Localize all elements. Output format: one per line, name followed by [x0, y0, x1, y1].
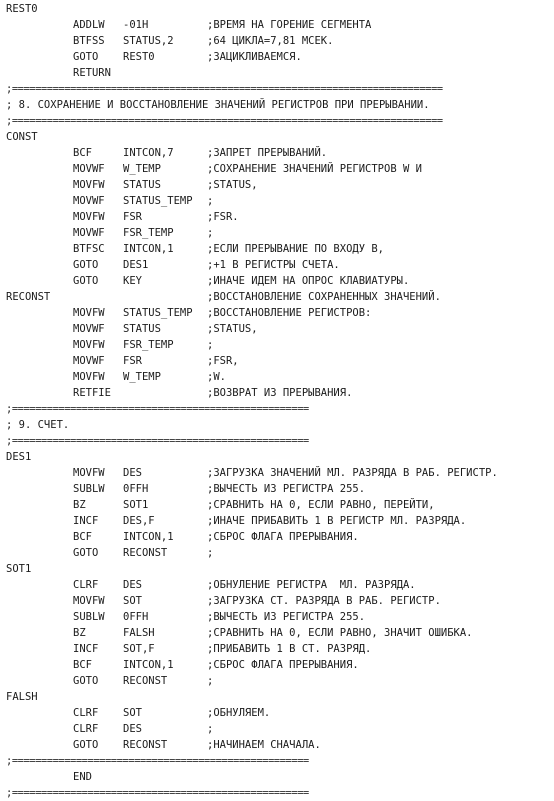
code-line	[0, 593, 554, 609]
code-comment: ;СОХРАНЕНИЕ ЗНАЧЕНИЙ РЕГИСТРОВ W И	[207, 163, 422, 175]
code-label: DES1	[6, 451, 32, 463]
code-opcode: MOVFW	[73, 595, 105, 607]
code-line	[0, 33, 554, 49]
code-comment: ;ЗАЦИКЛИВАЕМСЯ.	[207, 51, 302, 63]
code-comment: ;	[207, 547, 214, 559]
code-line	[0, 209, 554, 225]
code-comment: ;СБРОС ФЛАГА ПРЕРЫВАНИЯ.	[207, 531, 359, 543]
separator-text: ;==========================================================================	[6, 83, 443, 95]
code-operand: REST0	[123, 51, 155, 63]
code-operand: W_TEMP	[123, 371, 161, 383]
code-operand: STATUS	[123, 179, 161, 191]
code-label: REST0	[6, 3, 38, 15]
code-opcode: MOVWF	[73, 323, 105, 335]
code-operand: FSR_TEMP	[123, 227, 174, 239]
code-line	[0, 145, 554, 161]
code-line	[0, 641, 554, 657]
code-operand: 0FFH	[123, 483, 149, 495]
code-operand: KEY	[123, 275, 142, 287]
code-operand: 0FFH	[123, 611, 149, 623]
code-opcode: RETFIE	[73, 387, 111, 399]
section-header	[0, 417, 554, 433]
code-opcode: GOTO	[73, 739, 99, 751]
separator-line	[0, 433, 554, 449]
code-opcode: BCF	[73, 659, 92, 671]
code-line	[0, 305, 554, 321]
code-operand: DES,F	[123, 515, 155, 527]
code-opcode: END	[73, 771, 92, 783]
code-operand: INTCON,1	[123, 531, 174, 543]
code-operand: SOT	[123, 595, 142, 607]
code-operand: RECONST	[123, 675, 168, 687]
code-comment: ;	[207, 195, 214, 207]
code-operand: SOT1	[123, 499, 149, 511]
code-comment: ;ВЫЧЕСТЬ ИЗ РЕГИСТРА 255.	[207, 611, 366, 623]
code-opcode: BTFSS	[73, 35, 105, 47]
code-line	[0, 609, 554, 625]
separator-line	[0, 753, 554, 769]
code-opcode: BCF	[73, 531, 92, 543]
code-opcode: BZ	[73, 627, 86, 639]
code-line	[0, 705, 554, 721]
code-opcode: INCF	[73, 643, 99, 655]
code-line	[0, 241, 554, 257]
code-operand: DES	[123, 723, 142, 735]
code-operand: DES	[123, 579, 142, 591]
code-line	[0, 465, 554, 481]
code-line	[0, 657, 554, 673]
code-operand: FSR	[123, 355, 142, 367]
code-line	[0, 513, 554, 529]
section-header	[0, 97, 554, 113]
code-line	[0, 321, 554, 337]
code-comment: ;STATUS,	[207, 179, 258, 191]
code-comment: ;ЗАПРЕТ ПРЕРЫВАНИЙ.	[207, 147, 328, 159]
code-comment: ;	[207, 723, 214, 735]
code-operand: STATUS_TEMP	[123, 195, 193, 207]
code-operand: INTCON,7	[123, 147, 174, 159]
code-comment: ;ВОССТАНОВЛЕНИЕ СОХРАНЕННЫХ ЗНАЧЕНИЙ.	[207, 291, 441, 303]
code-operand: FALSH	[123, 627, 155, 639]
code-operand: STATUS	[123, 323, 161, 335]
code-line	[0, 273, 554, 289]
code-comment: ;ЗАГРУЗКА ЗНАЧЕНИЙ МЛ. РАЗРЯДА В РАБ. РЕГИСТР.	[207, 467, 498, 479]
code-line	[0, 369, 554, 385]
separator-text: ;==========================================================================	[6, 115, 443, 127]
code-line	[0, 337, 554, 353]
code-line	[0, 161, 554, 177]
code-operand: SOT	[123, 707, 142, 719]
code-comment: ;ВРЕМЯ НА ГОРЕНИЕ СЕГМЕНТА	[207, 19, 372, 31]
code-comment: ;FSR.	[207, 211, 239, 223]
code-opcode: CLRF	[73, 707, 99, 719]
code-comment: ;	[207, 339, 214, 351]
code-opcode: MOVFW	[73, 339, 105, 351]
code-comment: ;STATUS,	[207, 323, 258, 335]
code-comment: ;FSR,	[207, 355, 239, 367]
code-line	[0, 545, 554, 561]
code-opcode: CLRF	[73, 579, 99, 591]
code-line	[0, 577, 554, 593]
code-line	[0, 689, 554, 705]
code-opcode: MOVFW	[73, 467, 105, 479]
code-opcode: GOTO	[73, 259, 99, 271]
code-comment: ;СРАВНИТЬ НА 0, ЕСЛИ РАВНО, ПЕРЕЙТИ,	[207, 499, 435, 511]
code-operand: INTCON,1	[123, 659, 174, 671]
code-line	[0, 1, 554, 17]
code-opcode: GOTO	[73, 547, 99, 559]
code-opcode: MOVWF	[73, 227, 105, 239]
code-operand: DES	[123, 467, 142, 479]
separator-text: ;===================================================	[6, 403, 309, 415]
code-comment: ;64 ЦИКЛА=7,81 МСЕК.	[207, 35, 334, 47]
code-operand: FSR_TEMP	[123, 339, 174, 351]
code-opcode: MOVFW	[73, 307, 105, 319]
code-comment: ;W.	[207, 371, 226, 383]
code-line	[0, 529, 554, 545]
code-opcode: MOVWF	[73, 355, 105, 367]
code-operand: INTCON,1	[123, 243, 174, 255]
code-opcode: MOVWF	[73, 163, 105, 175]
code-opcode: MOVFW	[73, 179, 105, 191]
separator-text: ;===================================================	[6, 435, 309, 447]
code-line	[0, 481, 554, 497]
code-line	[0, 225, 554, 241]
code-opcode: GOTO	[73, 51, 99, 63]
code-label: CONST	[6, 131, 38, 143]
code-operand: SOT,F	[123, 643, 155, 655]
code-line	[0, 177, 554, 193]
code-line	[0, 353, 554, 369]
code-opcode: GOTO	[73, 275, 99, 287]
code-opcode: ADDLW	[73, 19, 105, 31]
code-line	[0, 561, 554, 577]
code-comment: ;	[207, 675, 214, 687]
code-comment: ;ВЫЧЕСТЬ ИЗ РЕГИСТРА 255.	[207, 483, 366, 495]
code-operand: FSR	[123, 211, 142, 223]
code-line	[0, 129, 554, 145]
code-line	[0, 385, 554, 401]
code-line	[0, 449, 554, 465]
separator-text: ;===================================================	[6, 787, 309, 799]
code-opcode: SUBLW	[73, 483, 105, 495]
code-line	[0, 673, 554, 689]
code-comment: ;	[207, 227, 214, 239]
separator-line	[0, 401, 554, 417]
code-comment: ;ПРИБАВИТЬ 1 В СТ. РАЗРЯД.	[207, 643, 372, 655]
code-operand: W_TEMP	[123, 163, 161, 175]
code-line	[0, 193, 554, 209]
code-opcode: CLRF	[73, 723, 99, 735]
section-header-text: ; 8. СОХРАНЕНИЕ И ВОССТАНОВЛЕНИЕ ЗНАЧЕНИЙ РЕГИСТРОВ ПРИ ПРЕРЫВАНИИ.	[6, 99, 430, 111]
code-operand: DES1	[123, 259, 149, 271]
code-opcode: BCF	[73, 147, 92, 159]
code-comment: ;ЕСЛИ ПРЕРЫВАНИЕ ПО ВХОДУ В,	[207, 243, 385, 255]
code-label: SOT1	[6, 563, 32, 575]
code-line	[0, 625, 554, 641]
code-operand: STATUS,2	[123, 35, 174, 47]
code-opcode: MOVWF	[73, 195, 105, 207]
code-comment: ;ИНАЧЕ ПРИБАВИТЬ 1 В РЕГИСТР МЛ. РАЗРЯДА.	[207, 515, 467, 527]
code-line	[0, 721, 554, 737]
code-operand: -01H	[123, 19, 149, 31]
code-operand: RECONST	[123, 547, 168, 559]
code-opcode: MOVFW	[73, 371, 105, 383]
code-comment: ;+1 В РЕГИСТРЫ СЧЕТА.	[207, 259, 340, 271]
code-opcode: BZ	[73, 499, 86, 511]
separator-line	[0, 81, 554, 97]
separator-text: ;===================================================	[6, 755, 309, 767]
code-comment: ;ВОЗВРАТ ИЗ ПРЕРЫВАНИЯ.	[207, 387, 353, 399]
code-label: RECONST	[6, 291, 51, 303]
code-comment: ;ОБНУЛЯЕМ.	[207, 707, 271, 719]
code-comment: ;ЗАГРУЗКА СТ. РАЗРЯДА В РАБ. РЕГИСТР.	[207, 595, 441, 607]
section-header-text: ; 9. СЧЕТ.	[6, 419, 70, 431]
code-comment: ;ОБНУЛЕНИЕ РЕГИСТРА МЛ. РАЗРЯДА.	[207, 579, 416, 591]
code-opcode: MOVFW	[73, 211, 105, 223]
code-line	[0, 65, 554, 81]
code-opcode: RETURN	[73, 67, 111, 79]
code-comment: ;СРАВНИТЬ НА 0, ЕСЛИ РАВНО, ЗНАЧИТ ОШИБКА.	[207, 627, 473, 639]
code-line	[0, 17, 554, 33]
code-opcode: SUBLW	[73, 611, 105, 623]
code-line	[0, 737, 554, 753]
code-opcode: INCF	[73, 515, 99, 527]
separator-line	[0, 785, 554, 801]
code-opcode: GOTO	[73, 675, 99, 687]
code-line	[0, 497, 554, 513]
code-comment: ;НАЧИНАЕМ СНАЧАЛА.	[207, 739, 321, 751]
code-line	[0, 49, 554, 65]
code-operand: RECONST	[123, 739, 168, 751]
code-operand: STATUS_TEMP	[123, 307, 193, 319]
separator-line	[0, 113, 554, 129]
code-comment: ;ВОССТАНОВЛЕНИЕ РЕГИСТРОВ:	[207, 307, 372, 319]
code-comment: ;ИНАЧЕ ИДЕМ НА ОПРОС КЛАВИАТУРЫ.	[207, 275, 410, 287]
code-line	[0, 769, 554, 785]
code-line	[0, 257, 554, 273]
code-comment: ;СБРОС ФЛАГА ПРЕРЫВАНИЯ.	[207, 659, 359, 671]
code-label: FALSH	[6, 691, 38, 703]
code-line	[0, 289, 554, 305]
code-opcode: BTFSC	[73, 243, 105, 255]
